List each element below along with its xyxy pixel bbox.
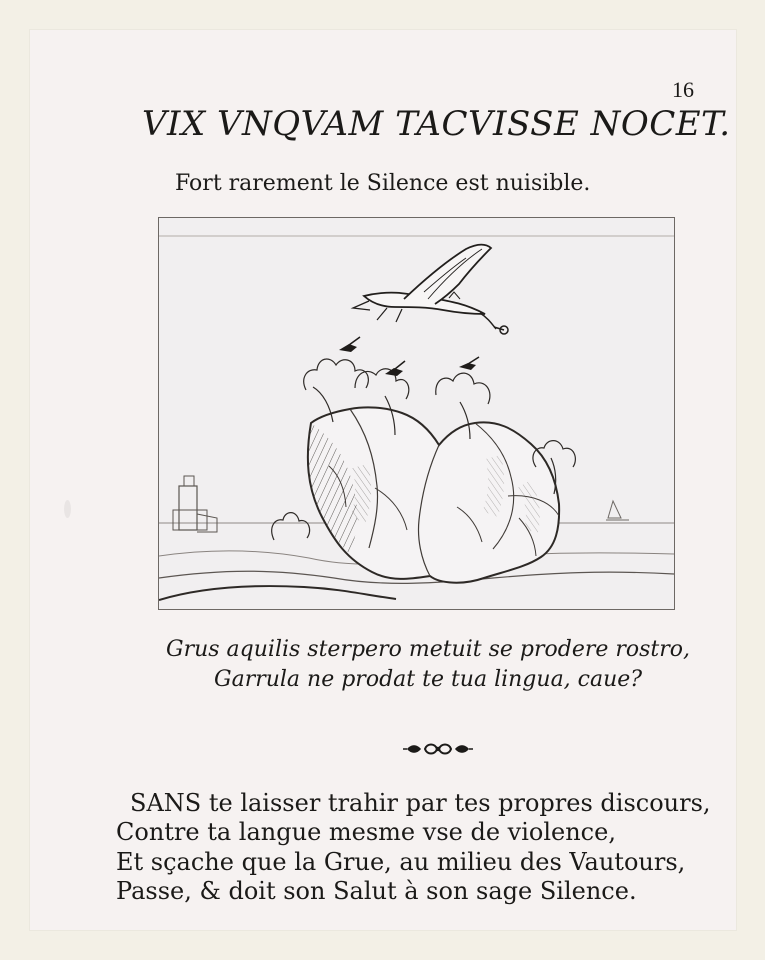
paper-sheet — [30, 30, 736, 930]
emblem-subtitle: Fort rarement le Silence est nuisible. — [175, 171, 591, 196]
french-verse — [116, 789, 765, 906]
latin-line-2: Garrula ne prodat te tua lingua, caue? — [214, 666, 643, 692]
ornament-icon — [401, 738, 475, 760]
engraving-plate — [158, 217, 675, 610]
latin-line-1: Grus aquilis sterpero metuit se prodere rostro, — [166, 637, 691, 662]
corner-number: 16 — [672, 77, 694, 102]
french-line-4: Passe, & doit son Salut à son sage Silence. — [116, 876, 637, 905]
paper-stain — [64, 500, 71, 518]
crane-engraving-icon — [159, 218, 674, 609]
emblem-title: VIX VNQVAM TACVISSE NOCET. — [142, 104, 731, 144]
french-line-2: Contre ta langue mesme vse de violence, — [116, 818, 616, 847]
french-line-1: SANS te laisser trahir par tes propres discours, — [130, 789, 711, 817]
latin-verse — [166, 635, 726, 694]
french-line-3: Et sçache que la Grue, au milieu des Vautours, — [116, 847, 686, 876]
